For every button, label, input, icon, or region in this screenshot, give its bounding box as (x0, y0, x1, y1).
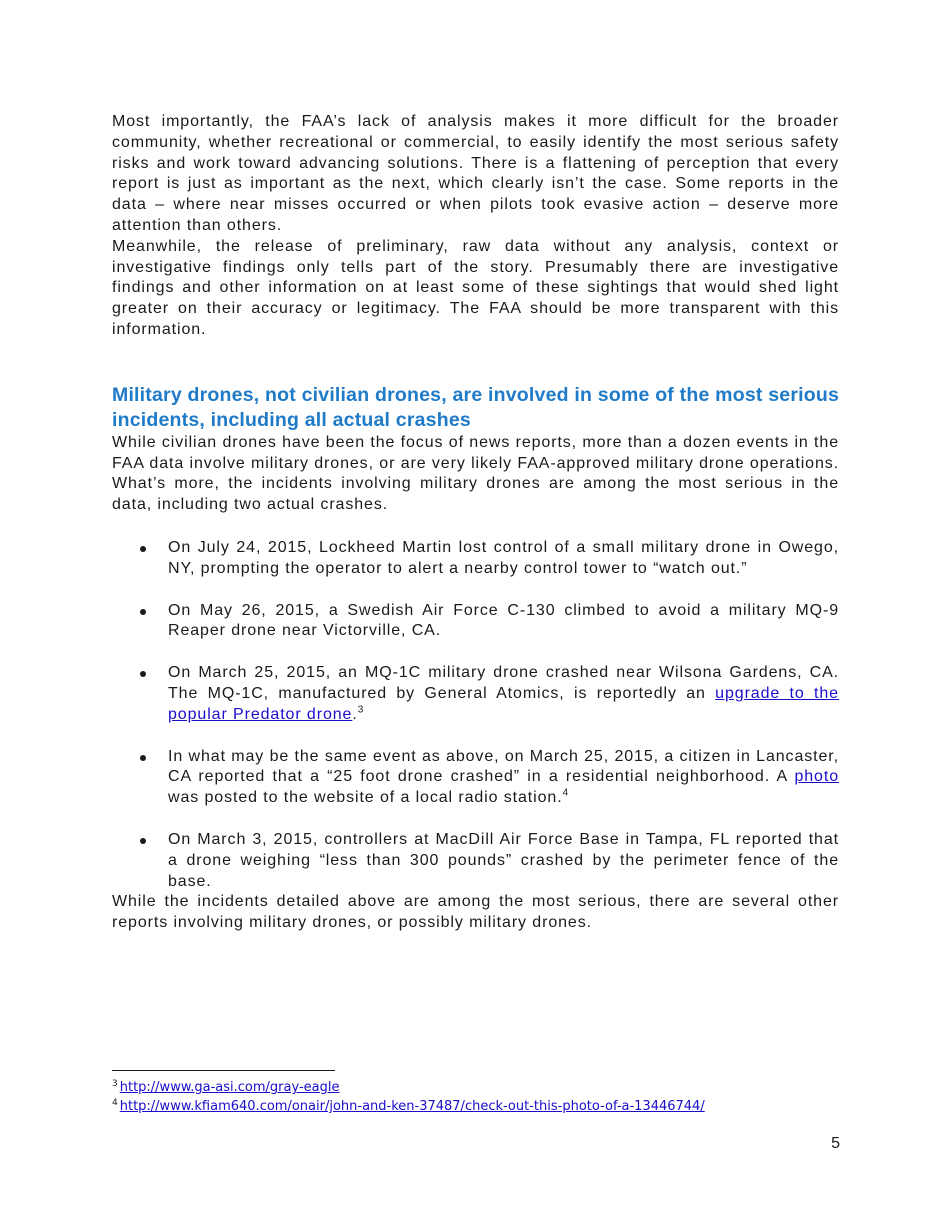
list-item (112, 663, 839, 725)
paragraph-intro: While civilian drones have been the focus of news reports, more than a dozen events in the FAA data involve military drones, or are very likely FAA-approved military drone operations. What’s more, the incidents involving military drones are among the most serious in the data, including two actual crashes. (112, 433, 839, 514)
list-item (112, 830, 839, 892)
document-page (112, 112, 839, 934)
predator-drone-link[interactable]: upgrade to the popular Predator drone (168, 684, 839, 723)
footnote-number: 4 (112, 1097, 118, 1108)
footnote-link[interactable]: http://www.ga-asi.com/gray-eagle (119, 1080, 340, 1095)
bullet-icon (140, 755, 146, 761)
photo-link[interactable]: photo (794, 768, 839, 786)
footnote-ref-4: 4 (562, 787, 569, 799)
list-item-text: On July 24, 2015, Lockheed Martin lost control of a small military drone in Owego, NY, prompting the operator to alert a nearby control tower to “watch out.” (168, 538, 839, 577)
list-item-text: On March 3, 2015, controllers at MacDill Air Force Base in Tampa, FL reported that a drone weighing “less than 300 pounds” crashed by the perimeter fence of the base. (168, 830, 839, 890)
list-item-text: On May 26, 2015, a Swedish Air Force C-130 climbed to avoid a military MQ-9 Reaper drone near Victorville, CA. (168, 601, 839, 640)
bullet-icon (140, 671, 146, 677)
list-item-text: On March 25, 2015, an MQ-1C military drone crashed near Wilsona Gardens, CA. The MQ-1C, manufactured by General Atomics, is reportedly an (168, 664, 839, 702)
footnote-divider (112, 1070, 335, 1071)
list-item-text: was posted to the website of a local radio station. (168, 789, 563, 807)
paragraph-faa-analysis: Most importantly, the FAA’s lack of analysis makes it more difficult for the broader community, whether recreational or commercial, to easily identify the most serious safety risks and work toward advancing solutions. There is a flattening of perception that every report is just as important as the next, which clearly isn’t the case. Some reports in the data – where near misses occurred or when pilots took evasive action – deserve more attention than others. (112, 113, 839, 234)
list-item (112, 747, 839, 809)
footnote-ref-3: 3 (357, 704, 364, 716)
bullet-icon (140, 546, 146, 552)
footnote-3 (112, 1078, 705, 1097)
page-number: 5 (831, 1135, 840, 1152)
incident-list (112, 538, 839, 892)
paragraph-closing: While the incidents detailed above are among the most serious, there are several other reports involving military drones, or possibly military drones. (112, 893, 839, 932)
section-heading: Military drones, not civilian drones, are involved in some of the most serious incidents, including all actual crashes (112, 383, 839, 431)
paragraph-raw-data: Meanwhile, the release of preliminary, raw data without any analysis, context or investigative findings only tells part of the story. Presumably there are investigative findings and other information on at least some of these sightings that would shed light greater on their accuracy or legitimacy. The FAA should be more transparent with this information. (112, 237, 839, 338)
footnote-number: 3 (112, 1078, 118, 1089)
footnote-4 (112, 1097, 705, 1116)
bullet-icon (140, 838, 146, 844)
bullet-icon (140, 609, 146, 615)
list-item-text: In what may be the same event as above, on March 25, 2015, a citizen in Lancaster, CA reported that a “25 foot drone crashed” in a residential neighborhood. A (168, 747, 839, 786)
footnotes (112, 1078, 705, 1116)
list-item (112, 601, 839, 643)
footnote-link[interactable]: http://www.kfiam640.com/onair/john-and-ken-37487/check-out-this-photo-of-a-13446744/ (119, 1099, 705, 1114)
list-item (112, 538, 839, 580)
list-item-text: . (352, 705, 358, 723)
